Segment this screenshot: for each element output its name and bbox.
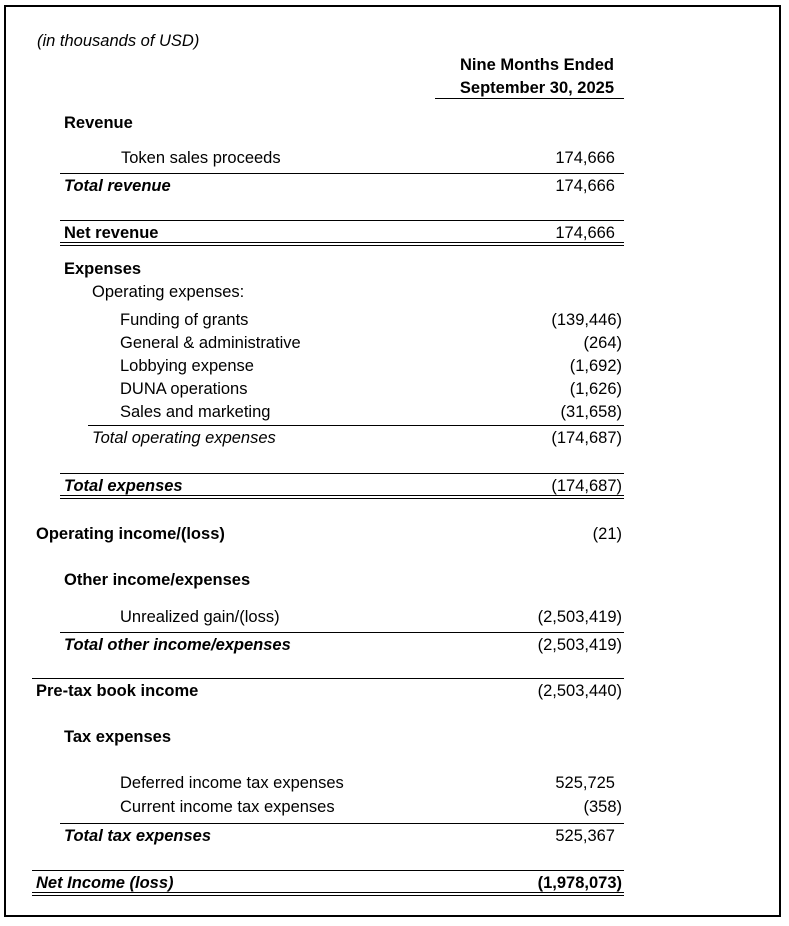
unit-note: (in thousands of USD) (37, 32, 200, 50)
total-revenue-label: Total revenue (64, 177, 171, 195)
unrealized-label: Unrealized gain/(loss) (120, 608, 280, 626)
net-revenue-rule-top (60, 220, 624, 221)
current-tax-value: (358) (583, 798, 622, 816)
tax-heading: Tax expenses (64, 728, 172, 746)
unrealized-value: (2,503,419) (537, 608, 622, 626)
total-expenses-value: (174,687) (551, 477, 622, 495)
net-revenue-value: 174,666 (555, 224, 615, 242)
revenue-heading: Revenue (64, 114, 133, 132)
total-expenses-rule-top (60, 473, 624, 474)
total-opex-label: Total operating expenses (92, 429, 276, 447)
net-revenue-double-rule (60, 242, 624, 246)
opex-heading: Operating expenses: (92, 283, 245, 301)
expense-item-label: DUNA operations (120, 380, 248, 398)
expense-item-value: (264) (583, 334, 622, 352)
net-income-value: (1,978,073) (537, 874, 622, 892)
total-tax-label: Total tax expenses (64, 827, 212, 845)
expense-item-value: (139,446) (551, 311, 622, 329)
total-tax-rule (60, 823, 624, 824)
total-opex-value: (174,687) (551, 429, 622, 447)
total-expenses-label: Total expenses (64, 477, 183, 495)
column-header-underline (435, 98, 624, 99)
current-tax-label: Current income tax expenses (120, 798, 335, 816)
column-header-line1: Nine Months Ended (460, 56, 614, 74)
operating-income-value: (21) (592, 525, 622, 543)
operating-income-label: Operating income/(loss) (36, 525, 225, 543)
net-income-double-rule (32, 892, 624, 896)
deferred-tax-value: 525,725 (555, 774, 615, 792)
pretax-value: (2,503,440) (537, 682, 622, 700)
expense-item-label: Lobbying expense (120, 357, 254, 375)
expense-item-label: General & administrative (120, 334, 301, 352)
total-opex-rule (88, 425, 624, 426)
total-other-rule (60, 632, 624, 633)
total-tax-value: 525,367 (555, 827, 615, 845)
net-income-label: Net Income (loss) (36, 874, 174, 892)
total-other-label: Total other income/expenses (64, 636, 291, 654)
expense-item-value: (1,626) (569, 380, 622, 398)
pretax-label: Pre-tax book income (36, 682, 199, 700)
total-other-value: (2,503,419) (537, 636, 622, 654)
pretax-rule (32, 678, 624, 679)
expense-item-value: (1,692) (569, 357, 622, 375)
token-sales-value: 174,666 (555, 149, 615, 167)
token-sales-label: Token sales proceeds (121, 149, 281, 167)
other-heading: Other income/expenses (64, 571, 251, 589)
expense-item-value: (31,658) (560, 403, 622, 421)
net-income-rule-top (32, 870, 624, 871)
expenses-heading: Expenses (64, 260, 142, 278)
column-header-line2: September 30, 2025 (459, 79, 614, 97)
total-revenue-value: 174,666 (555, 177, 615, 195)
total-revenue-rule (60, 173, 624, 174)
deferred-tax-label: Deferred income tax expenses (120, 774, 344, 792)
total-expenses-double-rule (60, 495, 624, 499)
net-revenue-label: Net revenue (64, 224, 159, 242)
expense-item-label: Funding of grants (120, 311, 249, 329)
expense-item-label: Sales and marketing (120, 403, 271, 421)
